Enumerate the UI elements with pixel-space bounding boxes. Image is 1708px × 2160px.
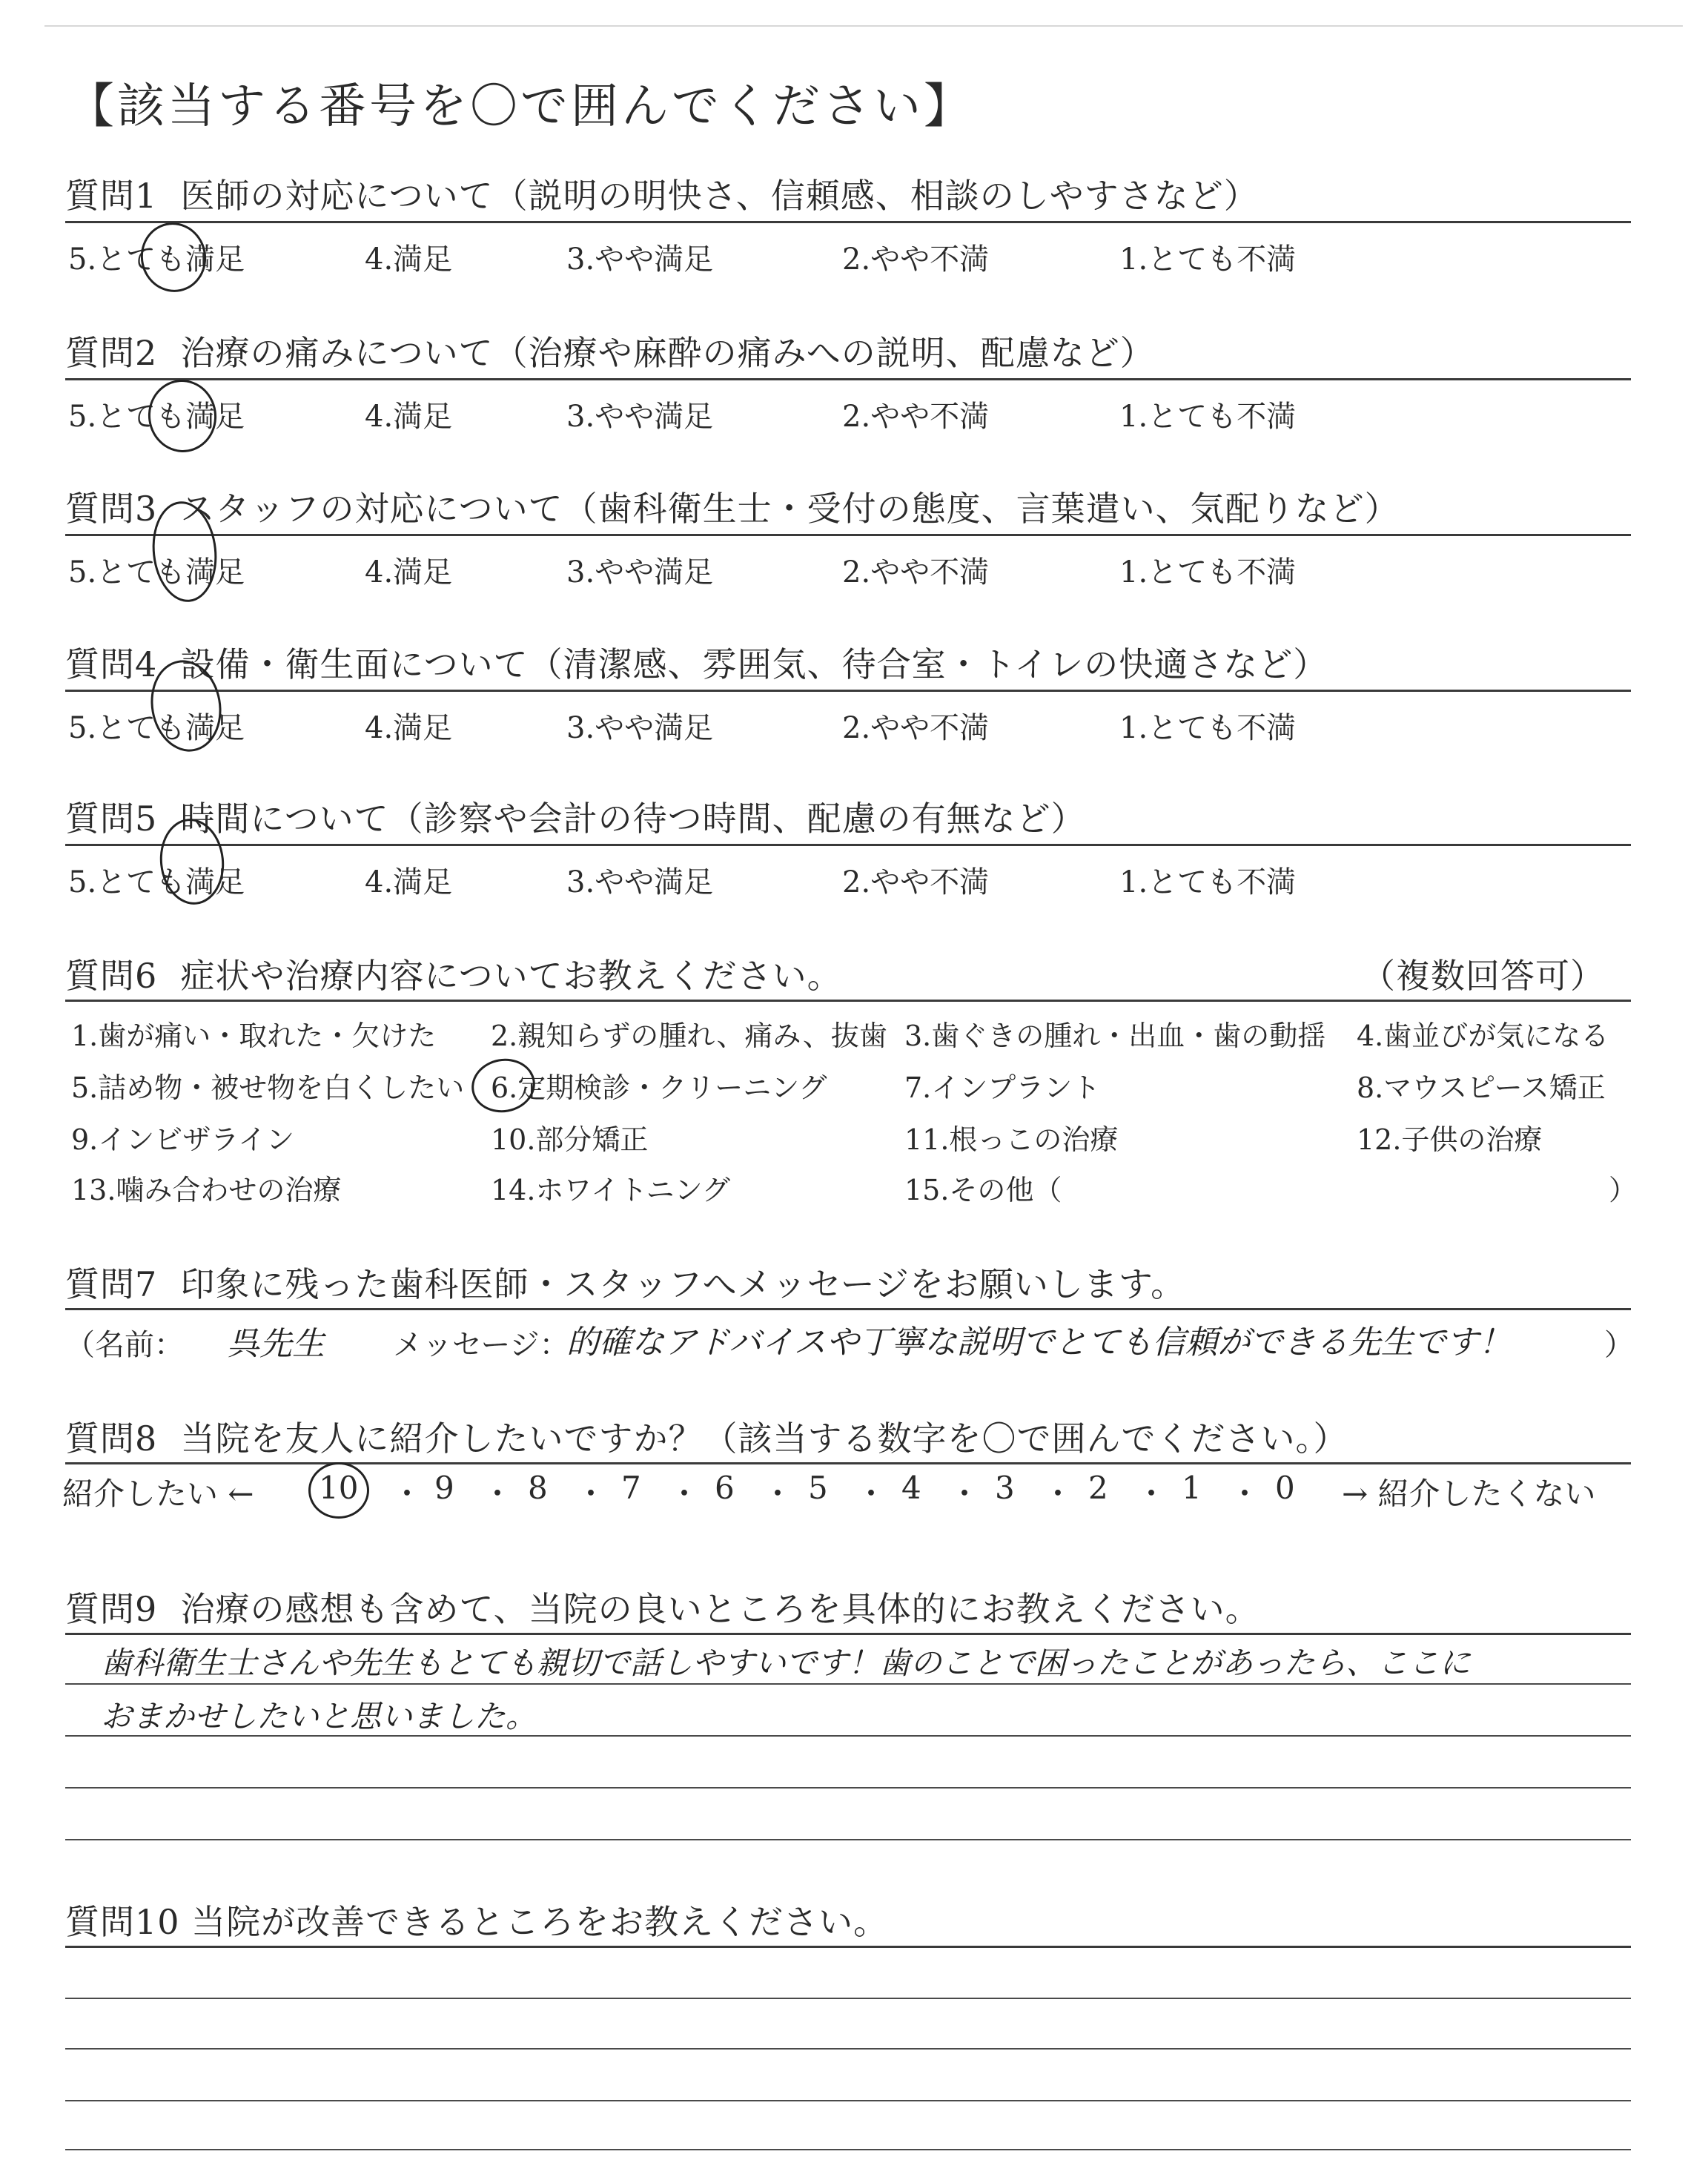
symptom-option-9[interactable]: 9.インビザライン [71,1123,295,1156]
rating-option-3[interactable]: 3.やや満足 [566,400,714,434]
question-heading [65,169,1259,218]
scale-option-6[interactable]: 6 [715,1470,735,1506]
question-heading [65,482,1400,531]
writing-line [65,2149,1631,2150]
rating-option-4[interactable]: 4.満足 [365,865,453,899]
scale-option-3[interactable]: 3 [995,1470,1015,1506]
scale-separator: ・ [855,1476,887,1512]
other-close-paren: ） [1609,1174,1638,1206]
symptom-option-11[interactable]: 11.根っこの治療 [904,1123,1119,1156]
rating-option-4[interactable]: 4.満足 [365,242,453,277]
question-heading [65,1258,1185,1307]
scale-separator: ・ [391,1476,423,1512]
writing-line [65,1839,1631,1840]
message-label: メッセージ： [393,1328,569,1362]
question-heading [65,1895,888,1944]
question-label: 質問7 [65,1264,158,1304]
scale-separator: ・ [949,1476,981,1512]
rating-option-1[interactable]: 1.とても不満 [1119,555,1297,589]
scale-option-5[interactable]: 5 [808,1470,828,1506]
scale-option-1[interactable]: 1 [1182,1470,1202,1506]
rating-option-2[interactable]: 2.やや不満 [842,555,990,589]
scale-separator: ・ [762,1476,794,1512]
scale-option-0[interactable]: 0 [1275,1470,1295,1506]
rating-option-5[interactable]: 5.とても満足 [68,865,245,899]
writing-line [65,1787,1631,1789]
question-label: 質問9 [65,1589,158,1629]
question-text: 当院が改善できるところをお教えください。 [191,1902,889,1942]
question-heading [65,1412,1348,1461]
divider [65,690,1631,692]
divider [65,378,1631,380]
rating-option-1[interactable]: 1.とても不満 [1119,711,1297,745]
scale-option-2[interactable]: 2 [1088,1470,1108,1506]
question-text: 医師の対応について（説明の明快さ、信頼感、相談のしやすさなど） [180,176,1259,216]
symptom-option-2[interactable]: 2.親知らずの腫れ、痛み、抜歯 [491,1020,887,1052]
question-heading [65,326,1155,375]
page-title: 【該当する番号を〇で囲んでください】 [67,79,974,134]
rating-option-5[interactable]: 5.とても満足 [68,555,245,589]
question-text: 時間について（診察や会計の待つ時間、配慮の有無など） [180,799,1086,839]
question-label: 質問8 [65,1418,158,1459]
rating-option-4[interactable]: 4.満足 [365,400,453,434]
divider [65,1308,1631,1310]
scale-separator: ・ [575,1476,607,1512]
divider [65,1946,1631,1948]
recommend-left-label: 紹介したい ← [62,1476,254,1512]
rating-option-3[interactable]: 3.やや満足 [566,711,714,745]
symptom-option-5[interactable]: 5.詰め物・被せ物を白くしたい [71,1071,465,1104]
rating-option-5[interactable]: 5.とても満足 [68,242,245,277]
rating-option-2[interactable]: 2.やや不満 [842,711,990,745]
question-heading [65,949,842,998]
scale-separator: ・ [1229,1476,1261,1512]
writing-line [65,1683,1631,1685]
symptom-option-1[interactable]: 1.歯が痛い・取れた・欠けた [71,1020,437,1052]
divider [65,1633,1631,1635]
rating-option-1[interactable]: 1.とても不満 [1119,865,1297,899]
message-value[interactable]: 的確なアドバイスや丁寧な説明でとても信頼ができる先生です！ [566,1324,1512,1361]
scale-option-7[interactable]: 7 [621,1470,641,1506]
answer-line-1[interactable]: 歯科衛生士さんや先生もとても親切で話しやすいです！歯のことで困ったことがあったら、ここに [101,1645,1471,1681]
symptom-option-7[interactable]: 7.インプラント [904,1071,1101,1104]
divider [65,1000,1631,1002]
question-text: 当院を友人に紹介したいですか？（該当する数字を〇で囲んでください。） [180,1418,1348,1459]
multiple-answer-note: （複数回答可） [1361,956,1605,996]
question-heading [65,792,1086,841]
rating-option-1[interactable]: 1.とても不満 [1119,400,1297,434]
question-label: 質問3 [65,489,158,529]
symptom-option-14[interactable]: 14.ホワイトニング [491,1174,731,1206]
symptom-option-12[interactable]: 12.子供の治療 [1357,1123,1543,1156]
scale-separator: ・ [1136,1476,1168,1512]
divider [65,844,1631,846]
scale-option-4[interactable]: 4 [901,1470,921,1506]
question-text: 治療の痛みについて（治療や麻酔の痛みへの説明、配慮など） [180,333,1155,373]
rating-option-2[interactable]: 2.やや不満 [842,242,990,277]
rating-option-2[interactable]: 2.やや不満 [842,400,990,434]
symptom-option-3[interactable]: 3.歯ぐきの腫れ・出血・歯の動揺 [904,1020,1326,1052]
recommend-right-label: → 紹介したくない [1342,1476,1596,1512]
symptom-option-4[interactable]: 4.歯並びが気になる [1357,1020,1609,1052]
question-label: 質問5 [65,799,158,839]
symptom-option-8[interactable]: 8.マウスピース矯正 [1357,1071,1606,1104]
name-label: （名前： [65,1328,184,1362]
rating-option-4[interactable]: 4.満足 [365,711,453,745]
rating-option-5[interactable]: 5.とても満足 [68,711,245,745]
question-label: 質問4 [65,644,158,684]
rating-option-1[interactable]: 1.とても不満 [1119,242,1297,277]
rating-option-4[interactable]: 4.満足 [365,555,453,589]
symptom-option-10[interactable]: 10.部分矯正 [491,1123,649,1156]
writing-line [65,2100,1631,2101]
top-border [44,25,1683,27]
question-heading [65,1582,1260,1631]
divider [65,221,1631,223]
message-close-paren: ） [1604,1328,1634,1362]
rating-option-2[interactable]: 2.やや不満 [842,865,990,899]
symptom-option-6[interactable]: 6.定期検診・クリーニング [491,1071,827,1104]
writing-line [65,2048,1631,2050]
question-text: 症状や治療内容についてお教えください。 [180,956,842,996]
question-label: 質問6 [65,956,158,996]
question-heading [65,638,1328,687]
writing-line [65,1735,1631,1737]
answer-line-2[interactable]: おまかせしたいと思いました。 [101,1698,537,1734]
writing-line [65,1998,1631,1999]
question-text: スタッフの対応について（歯科衛生士・受付の態度、言葉遣い、気配りなど） [180,489,1400,529]
symptom-option-13[interactable]: 13.噛み合わせの治療 [71,1174,342,1206]
rating-option-3[interactable]: 3.やや満足 [566,555,714,589]
scale-separator: ・ [1042,1476,1074,1512]
divider [65,1462,1631,1464]
divider [65,534,1631,536]
scale-option-8[interactable]: 8 [528,1470,548,1506]
rating-option-3[interactable]: 3.やや満足 [566,865,714,899]
rating-option-3[interactable]: 3.やや満足 [566,242,714,277]
scale-separator: ・ [482,1476,514,1512]
question-text: 治療の感想も含めて、当院の良いところを具体的にお教えください。 [180,1589,1260,1629]
scale-option-9[interactable]: 9 [434,1470,454,1506]
symptom-option-15[interactable]: 15.その他（ [904,1174,1062,1206]
scale-separator: ・ [669,1476,701,1512]
rating-option-5[interactable]: 5.とても満足 [68,400,245,434]
question-label: 質問2 [65,333,158,373]
scale-option-10[interactable]: 10 [319,1470,359,1506]
question-text: 印象に残った歯科医師・スタッフへメッセージをお願いします。 [180,1264,1186,1304]
question-label: 質問10 [65,1902,180,1942]
name-value[interactable]: 呉先生 [227,1325,325,1363]
question-text: 設備・衛生面について（清潔感、雰囲気、待合室・トイレの快適さなど） [180,644,1328,684]
question-label: 質問1 [65,176,158,216]
